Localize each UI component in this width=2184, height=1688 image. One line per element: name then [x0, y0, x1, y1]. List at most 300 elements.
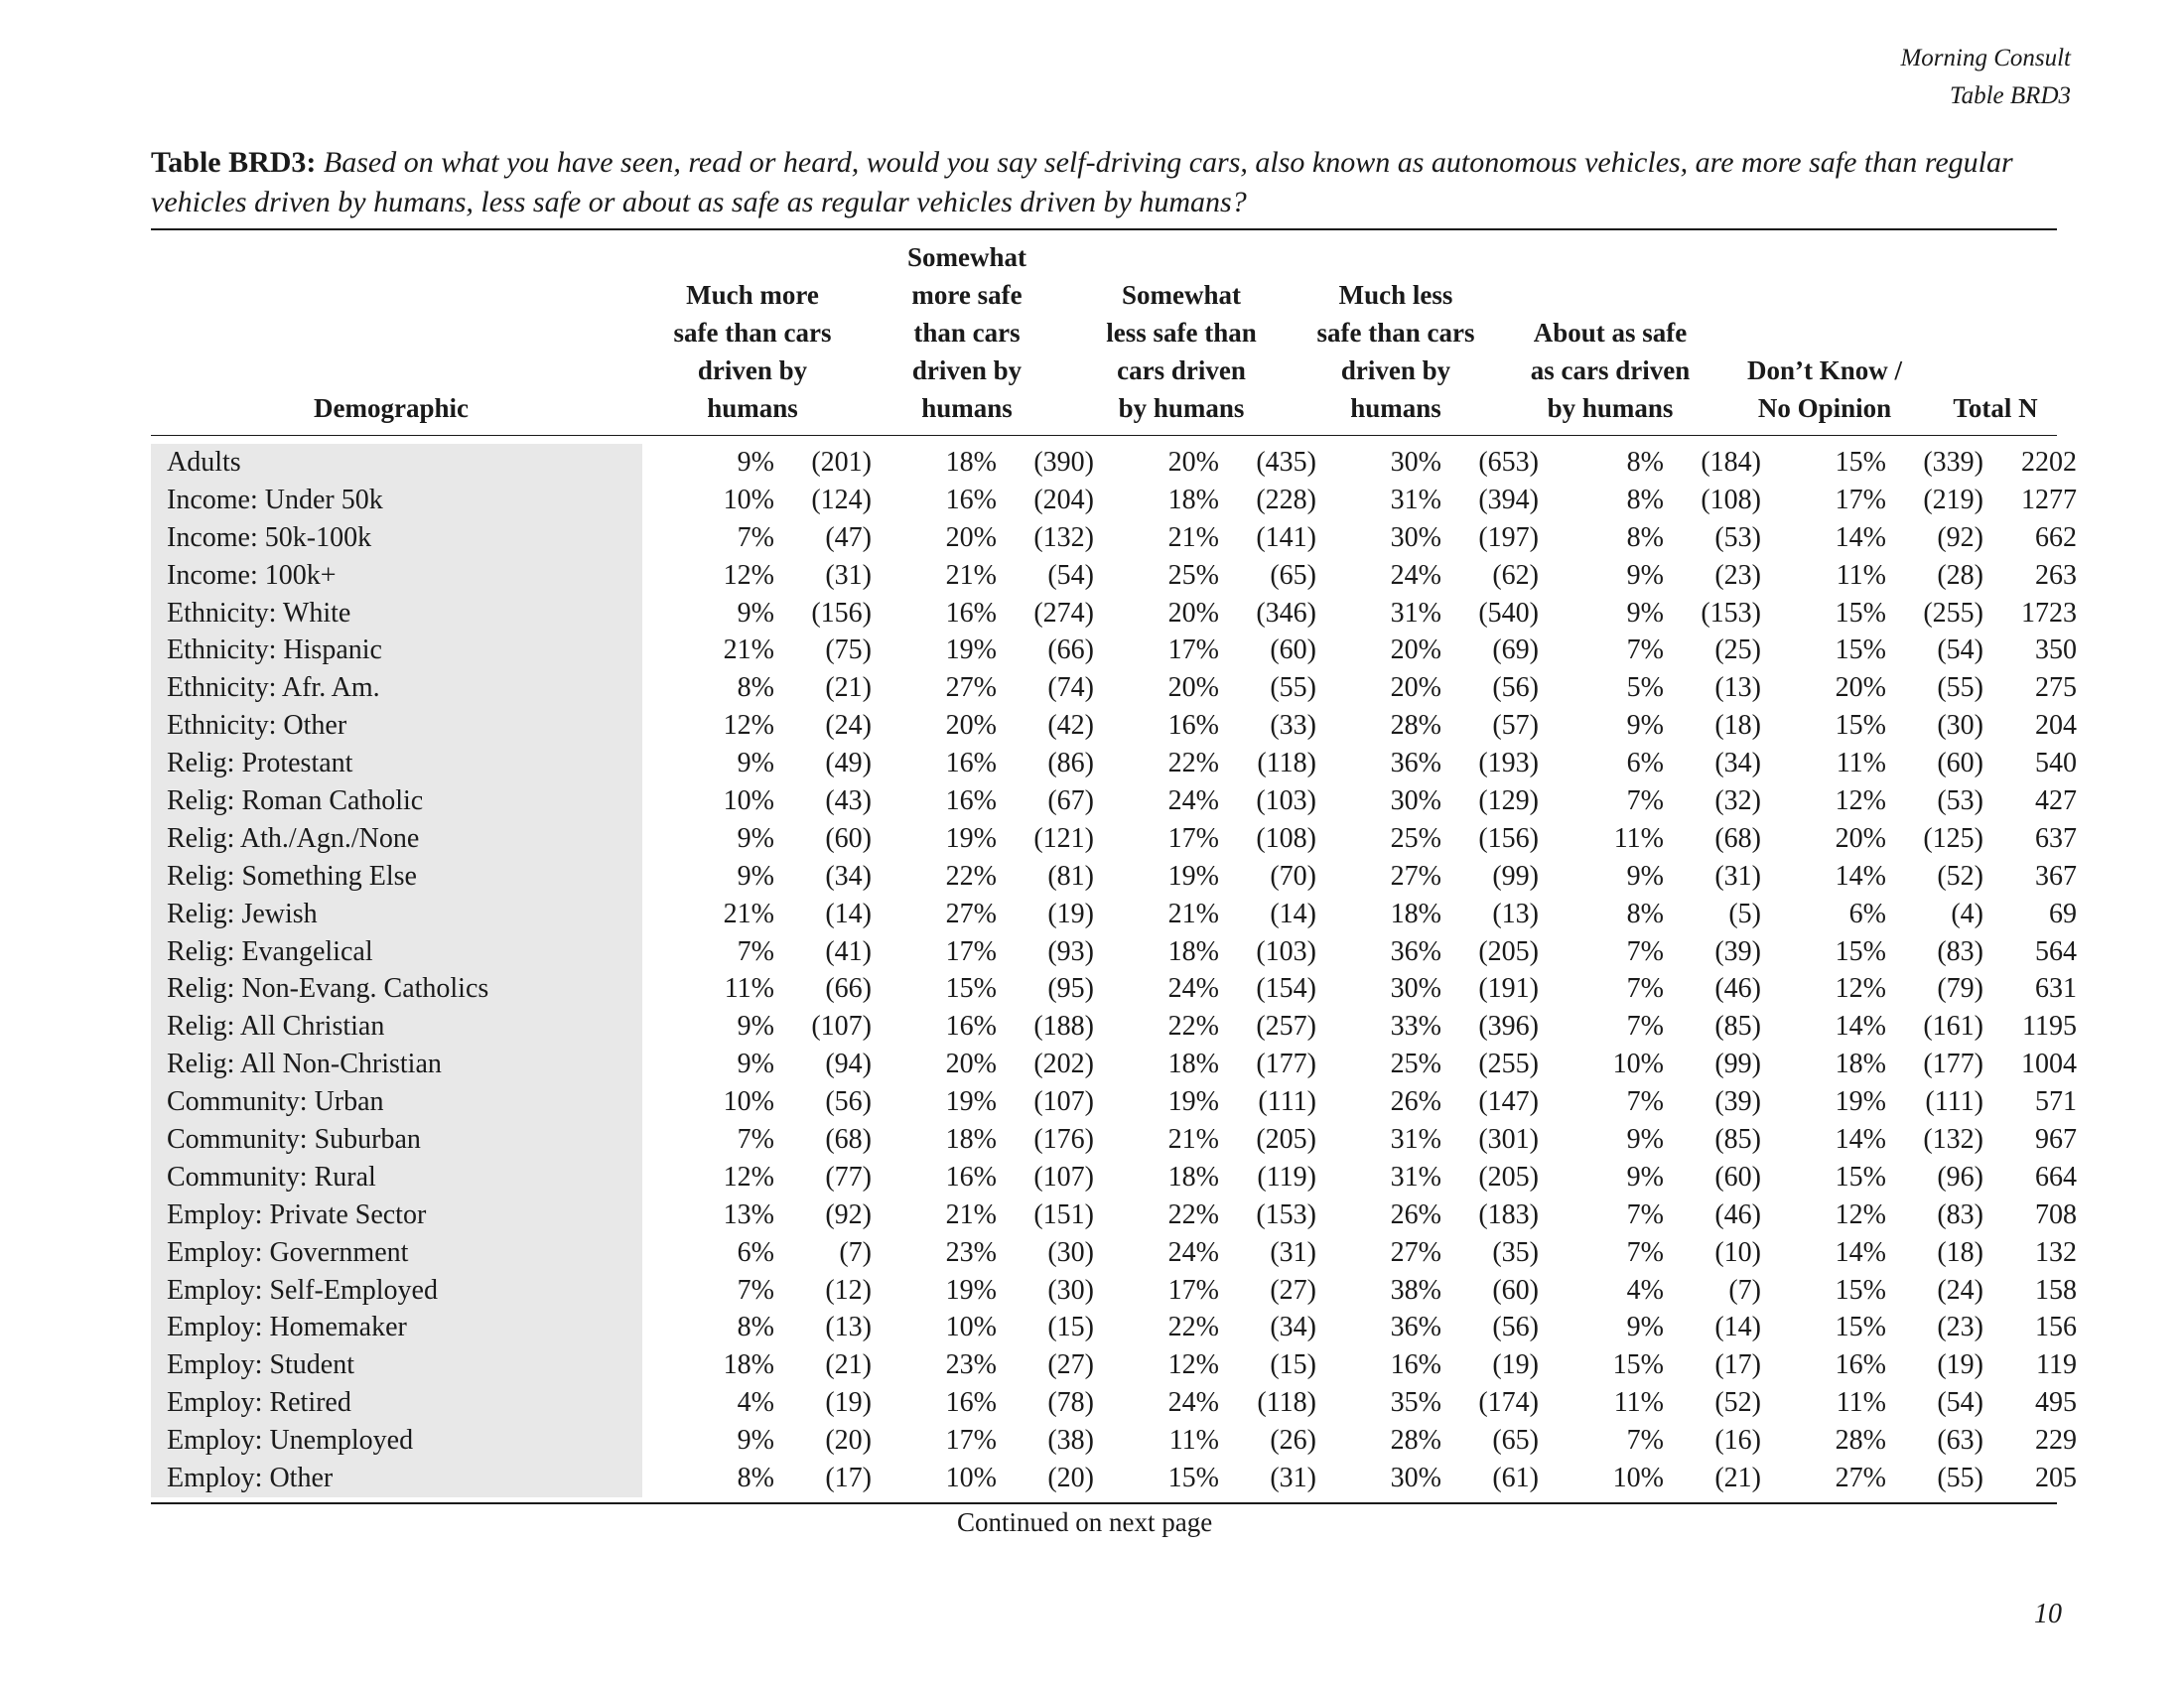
percent-cell: 5% — [1626, 672, 1664, 704]
percent-cell: 11% — [1613, 1387, 1664, 1419]
total-n-cell: 540 — [2035, 748, 2077, 779]
percent-cell: 15% — [1835, 447, 1886, 478]
count-cell: (205) — [1478, 935, 1539, 967]
table-row — [0, 933, 2184, 971]
count-cell: (14) — [825, 898, 872, 929]
percent-cell: 24% — [1167, 785, 1219, 817]
demographic-label: Employ: Government — [167, 1236, 409, 1268]
table-row — [0, 669, 2184, 707]
total-n-cell: 662 — [2035, 521, 2077, 553]
count-cell: (390) — [1033, 447, 1094, 478]
table-row — [0, 896, 2184, 933]
total-n-cell: 1723 — [2021, 597, 2077, 629]
percent-cell: 36% — [1390, 935, 1441, 967]
count-cell: (60) — [1270, 634, 1316, 666]
percent-cell: 15% — [1835, 597, 1886, 629]
demographic-label: Ethnicity: Other — [167, 710, 347, 742]
percent-cell: 30% — [1390, 521, 1441, 553]
header-line: safe than cars — [673, 318, 832, 348]
count-cell: (33) — [1270, 710, 1316, 742]
count-cell: (396) — [1478, 1011, 1539, 1043]
percent-cell: 20% — [1835, 672, 1886, 704]
total-n-cell: 1004 — [2021, 1049, 2077, 1080]
percent-cell: 30% — [1390, 447, 1441, 478]
percent-cell: 18% — [1167, 1161, 1219, 1193]
percent-cell: 27% — [1390, 1236, 1441, 1268]
count-cell: (53) — [1714, 521, 1761, 553]
percent-cell: 21% — [1167, 521, 1219, 553]
percent-cell: 8% — [1626, 898, 1664, 929]
count-cell: (42) — [1047, 710, 1094, 742]
header-line: cars driven — [1117, 355, 1246, 385]
percent-cell: 15% — [1835, 1312, 1886, 1343]
count-cell: (83) — [1937, 935, 1983, 967]
total-n-cell: 132 — [2035, 1236, 2077, 1268]
percent-cell: 15% — [1167, 1463, 1219, 1494]
table-row — [0, 1346, 2184, 1384]
percent-cell: 6% — [1626, 748, 1664, 779]
count-cell: (111) — [1258, 1086, 1316, 1118]
bottom-rule — [151, 1502, 2057, 1504]
count-cell: (108) — [1701, 484, 1761, 515]
percent-cell: 7% — [1626, 935, 1664, 967]
percent-cell: 21% — [1167, 898, 1219, 929]
count-cell: (92) — [1937, 521, 1983, 553]
percent-cell: 10% — [1612, 1463, 1664, 1494]
count-cell: (54) — [1937, 1387, 1983, 1419]
count-cell: (7) — [839, 1236, 872, 1268]
total-n-cell: 2202 — [2021, 447, 2077, 478]
count-cell: (56) — [1492, 672, 1539, 704]
percent-cell: 21% — [1167, 1124, 1219, 1156]
percent-cell: 9% — [737, 597, 774, 629]
percent-cell: 20% — [1390, 672, 1441, 704]
demographic-label: Employ: Homemaker — [167, 1312, 407, 1343]
percent-cell: 26% — [1390, 1086, 1441, 1118]
count-cell: (188) — [1033, 1011, 1094, 1043]
count-cell: (21) — [825, 672, 872, 704]
percent-cell: 24% — [1167, 1236, 1219, 1268]
percent-cell: 36% — [1390, 1312, 1441, 1343]
count-cell: (191) — [1478, 973, 1539, 1005]
percent-cell: 7% — [1626, 634, 1664, 666]
header-somewhat-less-safe — [1082, 276, 1281, 427]
total-n-cell: 1277 — [2021, 484, 2077, 515]
percent-cell: 7% — [1626, 1198, 1664, 1230]
percent-cell: 9% — [1626, 860, 1664, 892]
demographic-label: Employ: Private Sector — [167, 1198, 427, 1230]
header-demographic: Demographic — [314, 393, 469, 423]
total-n-cell: 229 — [2035, 1425, 2077, 1457]
count-cell: (13) — [1714, 672, 1761, 704]
percent-cell: 18% — [1835, 1049, 1886, 1080]
percent-cell: 7% — [1626, 1425, 1664, 1457]
count-cell: (21) — [1714, 1463, 1761, 1494]
total-n-cell: 350 — [2035, 634, 2077, 666]
count-cell: (346) — [1256, 597, 1316, 629]
percent-cell: 23% — [945, 1236, 997, 1268]
percent-cell: 15% — [1835, 710, 1886, 742]
percent-cell: 14% — [1835, 1011, 1886, 1043]
count-cell: (67) — [1047, 785, 1094, 817]
demographic-label: Employ: Student — [167, 1349, 354, 1381]
percent-cell: 28% — [1835, 1425, 1886, 1457]
count-cell: (151) — [1033, 1198, 1094, 1230]
count-cell: (12) — [825, 1274, 872, 1306]
count-cell: (108) — [1256, 822, 1316, 854]
table-row — [0, 707, 2184, 745]
table-row — [0, 482, 2184, 519]
count-cell: (118) — [1257, 1387, 1316, 1419]
percent-cell: 31% — [1390, 484, 1441, 515]
count-cell: (183) — [1478, 1198, 1539, 1230]
percent-cell: 18% — [1167, 935, 1219, 967]
percent-cell: 20% — [1167, 597, 1219, 629]
count-cell: (39) — [1714, 935, 1761, 967]
count-cell: (52) — [1714, 1387, 1761, 1419]
percent-cell: 9% — [737, 1011, 774, 1043]
count-cell: (85) — [1714, 1124, 1761, 1156]
percent-cell: 16% — [1835, 1349, 1886, 1381]
count-cell: (41) — [825, 935, 872, 967]
percent-cell: 22% — [1167, 1198, 1219, 1230]
count-cell: (70) — [1270, 860, 1316, 892]
count-cell: (66) — [1047, 634, 1094, 666]
count-cell: (57) — [1492, 710, 1539, 742]
demographic-label: Relig: Evangelical — [167, 935, 373, 967]
total-n-cell: 69 — [2049, 898, 2077, 929]
header-line: than cars — [913, 318, 1021, 348]
count-cell: (301) — [1478, 1124, 1539, 1156]
header-org: Morning Consult — [1900, 45, 2071, 71]
percent-cell: 8% — [737, 672, 774, 704]
count-cell: (99) — [1492, 860, 1539, 892]
table-row — [0, 1272, 2184, 1310]
header-line: driven by — [911, 355, 1023, 385]
table-row — [0, 1196, 2184, 1234]
percent-cell: 24% — [1390, 559, 1441, 591]
percent-cell: 9% — [1626, 710, 1664, 742]
count-cell: (78) — [1047, 1387, 1094, 1419]
percent-cell: 9% — [737, 748, 774, 779]
percent-cell: 31% — [1390, 597, 1441, 629]
total-n-cell: 275 — [2035, 672, 2077, 704]
count-cell: (95) — [1047, 973, 1094, 1005]
count-cell: (23) — [1714, 559, 1761, 591]
percent-cell: 6% — [1848, 898, 1886, 929]
count-cell: (107) — [1033, 1161, 1094, 1193]
percent-cell: 18% — [1390, 898, 1441, 929]
count-cell: (15) — [1047, 1312, 1094, 1343]
table-row — [0, 1121, 2184, 1159]
count-cell: (153) — [1701, 597, 1761, 629]
percent-cell: 12% — [1835, 973, 1886, 1005]
count-cell: (339) — [1923, 447, 1983, 478]
percent-cell: 25% — [1390, 1049, 1441, 1080]
count-cell: (55) — [1937, 672, 1983, 704]
count-cell: (17) — [1714, 1349, 1761, 1381]
percent-cell: 19% — [1167, 860, 1219, 892]
table-row — [0, 595, 2184, 633]
percent-cell: 17% — [945, 935, 997, 967]
count-cell: (13) — [825, 1312, 872, 1343]
count-cell: (103) — [1256, 935, 1316, 967]
percent-cell: 17% — [945, 1425, 997, 1457]
count-cell: (34) — [1270, 1312, 1316, 1343]
count-cell: (141) — [1256, 521, 1316, 553]
percent-cell: 30% — [1390, 973, 1441, 1005]
count-cell: (30) — [1047, 1274, 1094, 1306]
percent-cell: 27% — [1390, 860, 1441, 892]
count-cell: (94) — [825, 1049, 872, 1080]
total-n-cell: 495 — [2035, 1387, 2077, 1419]
percent-cell: 4% — [737, 1387, 774, 1419]
percent-cell: 9% — [1626, 1312, 1664, 1343]
count-cell: (79) — [1937, 973, 1983, 1005]
count-cell: (74) — [1047, 672, 1094, 704]
table-row — [0, 745, 2184, 782]
percent-cell: 9% — [737, 1425, 774, 1457]
top-rule — [151, 228, 2057, 230]
percent-cell: 8% — [1626, 521, 1664, 553]
percent-cell: 24% — [1167, 1387, 1219, 1419]
percent-cell: 22% — [1167, 748, 1219, 779]
count-cell: (53) — [1937, 785, 1983, 817]
count-cell: (49) — [825, 748, 872, 779]
header-total-n: Total N — [1953, 393, 2038, 423]
demographic-label: Income: 50k-100k — [167, 521, 372, 553]
header-about-as-safe — [1511, 314, 1709, 427]
header-much-less-safe — [1297, 276, 1495, 427]
demographic-label: Community: Urban — [167, 1086, 384, 1118]
percent-cell: 20% — [945, 1049, 997, 1080]
count-cell: (257) — [1256, 1011, 1316, 1043]
percent-cell: 15% — [945, 973, 997, 1005]
total-n-cell: 205 — [2035, 1463, 2077, 1494]
table-header — [0, 234, 2184, 433]
table-row — [0, 858, 2184, 896]
percent-cell: 7% — [737, 521, 774, 553]
count-cell: (43) — [825, 785, 872, 817]
percent-cell: 11% — [1836, 748, 1886, 779]
continued-text: Continued on next page — [957, 1507, 1213, 1537]
table-row — [0, 820, 2184, 858]
percent-cell: 18% — [1167, 1049, 1219, 1080]
table-row — [0, 1309, 2184, 1346]
percent-cell: 17% — [1167, 1274, 1219, 1306]
percent-cell: 7% — [1626, 973, 1664, 1005]
percent-cell: 12% — [723, 559, 774, 591]
count-cell: (85) — [1714, 1011, 1761, 1043]
header-line: more safe — [911, 280, 1023, 310]
count-cell: (204) — [1033, 484, 1094, 515]
count-cell: (15) — [1270, 1349, 1316, 1381]
count-cell: (132) — [1923, 1124, 1983, 1156]
count-cell: (177) — [1256, 1049, 1316, 1080]
count-cell: (68) — [1714, 822, 1761, 854]
percent-cell: 7% — [1626, 1086, 1664, 1118]
count-cell: (24) — [1937, 1274, 1983, 1306]
demographic-label: Relig: Roman Catholic — [167, 785, 424, 817]
percent-cell: 18% — [945, 447, 997, 478]
demographic-label: Income: Under 50k — [167, 484, 383, 515]
percent-cell: 14% — [1835, 1236, 1886, 1268]
percent-cell: 16% — [945, 1161, 997, 1193]
count-cell: (118) — [1257, 748, 1316, 779]
count-cell: (38) — [1047, 1425, 1094, 1457]
percent-cell: 16% — [945, 1387, 997, 1419]
percent-cell: 31% — [1390, 1124, 1441, 1156]
count-cell: (111) — [1925, 1086, 1983, 1118]
total-n-cell: 637 — [2035, 822, 2077, 854]
count-cell: (81) — [1047, 860, 1094, 892]
demographic-label: Employ: Other — [167, 1463, 334, 1494]
header-table-id: Table BRD3 — [1950, 82, 2071, 109]
count-cell: (7) — [1728, 1274, 1761, 1306]
total-n-cell: 158 — [2035, 1274, 2077, 1306]
total-n-cell: 664 — [2035, 1161, 2077, 1193]
count-cell: (55) — [1937, 1463, 1983, 1494]
percent-cell: 11% — [1836, 1387, 1886, 1419]
table-row — [0, 1460, 2184, 1497]
demographic-label: Relig: Non-Evang. Catholics — [167, 973, 489, 1005]
count-cell: (255) — [1478, 1049, 1539, 1080]
header-line: Somewhat — [1122, 280, 1241, 310]
table-row — [0, 1083, 2184, 1121]
demographic-label: Community: Suburban — [167, 1124, 421, 1156]
table-row — [0, 782, 2184, 820]
title-question: Based on what you have seen, read or heard, would you say self-driving cars, also known as autonomous vehicles, are more safe than regular vehicles driven by humans, less safe or about as safe as regular vehicles driven by humans? — [151, 146, 2013, 218]
percent-cell: 8% — [737, 1312, 774, 1343]
count-cell: (4) — [1951, 898, 1983, 929]
percent-cell: 15% — [1612, 1349, 1664, 1381]
count-cell: (99) — [1714, 1049, 1761, 1080]
percent-cell: 15% — [1835, 634, 1886, 666]
count-cell: (25) — [1714, 634, 1761, 666]
count-cell: (174) — [1478, 1387, 1539, 1419]
percent-cell: 11% — [1836, 559, 1886, 591]
header-line: less safe than — [1106, 318, 1257, 348]
count-cell: (83) — [1937, 1198, 1983, 1230]
percent-cell: 14% — [1835, 1124, 1886, 1156]
count-cell: (66) — [825, 973, 872, 1005]
count-cell: (69) — [1492, 634, 1539, 666]
table-title — [151, 143, 2057, 222]
total-n-cell: 708 — [2035, 1198, 2077, 1230]
percent-cell: 10% — [723, 785, 774, 817]
count-cell: (55) — [1270, 672, 1316, 704]
count-cell: (21) — [825, 1349, 872, 1381]
count-cell: (27) — [1047, 1349, 1094, 1381]
percent-cell: 17% — [1167, 822, 1219, 854]
total-n-cell: 631 — [2035, 973, 2077, 1005]
percent-cell: 19% — [945, 634, 997, 666]
total-n-cell: 1195 — [2022, 1011, 2077, 1043]
percent-cell: 30% — [1390, 1463, 1441, 1494]
percent-cell: 20% — [945, 710, 997, 742]
count-cell: (31) — [1714, 860, 1761, 892]
percent-cell: 28% — [1390, 710, 1441, 742]
title-label: Table BRD3: — [151, 146, 317, 179]
count-cell: (255) — [1923, 597, 1983, 629]
percent-cell: 16% — [945, 748, 997, 779]
percent-cell: 10% — [723, 1086, 774, 1118]
count-cell: (24) — [825, 710, 872, 742]
count-cell: (75) — [825, 634, 872, 666]
percent-cell: 9% — [737, 860, 774, 892]
percent-cell: 14% — [1835, 521, 1886, 553]
count-cell: (31) — [825, 559, 872, 591]
count-cell: (197) — [1478, 521, 1539, 553]
percent-cell: 20% — [945, 521, 997, 553]
header-much-more-safe — [653, 276, 852, 427]
count-cell: (540) — [1478, 597, 1539, 629]
percent-cell: 20% — [1390, 634, 1441, 666]
percent-cell: 8% — [1626, 484, 1664, 515]
percent-cell: 19% — [945, 822, 997, 854]
percent-cell: 7% — [1626, 785, 1664, 817]
count-cell: (65) — [1270, 559, 1316, 591]
percent-cell: 19% — [1167, 1086, 1219, 1118]
percent-cell: 25% — [1167, 559, 1219, 591]
count-cell: (205) — [1256, 1124, 1316, 1156]
percent-cell: 16% — [945, 785, 997, 817]
count-cell: (63) — [1937, 1425, 1983, 1457]
total-n-cell: 571 — [2035, 1086, 2077, 1118]
percent-cell: 15% — [1835, 935, 1886, 967]
percent-cell: 21% — [723, 898, 774, 929]
percent-cell: 7% — [737, 1274, 774, 1306]
count-cell: (34) — [825, 860, 872, 892]
count-cell: (20) — [1047, 1463, 1094, 1494]
percent-cell: 10% — [945, 1463, 997, 1494]
percent-cell: 9% — [1626, 1124, 1664, 1156]
count-cell: (121) — [1033, 822, 1094, 854]
percent-cell: 16% — [945, 484, 997, 515]
count-cell: (27) — [1270, 1274, 1316, 1306]
total-n-cell: 119 — [2036, 1349, 2077, 1381]
count-cell: (653) — [1478, 447, 1539, 478]
total-n-cell: 263 — [2035, 559, 2077, 591]
count-cell: (60) — [1937, 748, 1983, 779]
count-cell: (394) — [1478, 484, 1539, 515]
count-cell: (161) — [1923, 1011, 1983, 1043]
count-cell: (31) — [1270, 1463, 1316, 1494]
percent-cell: 8% — [737, 1463, 774, 1494]
count-cell: (31) — [1270, 1236, 1316, 1268]
table-row — [0, 1234, 2184, 1272]
count-cell: (28) — [1937, 559, 1983, 591]
header-line: driven by — [697, 355, 808, 385]
count-cell: (19) — [1047, 898, 1094, 929]
count-cell: (60) — [1492, 1274, 1539, 1306]
percent-cell: 18% — [723, 1349, 774, 1381]
count-cell: (435) — [1256, 447, 1316, 478]
count-cell: (20) — [825, 1425, 872, 1457]
count-cell: (93) — [1047, 935, 1094, 967]
header-line: No Opinion — [1757, 393, 1892, 423]
percent-cell: 36% — [1390, 748, 1441, 779]
percent-cell: 30% — [1390, 785, 1441, 817]
demographic-label: Relig: Jewish — [167, 898, 318, 929]
header-line: Don’t Know / — [1746, 355, 1902, 385]
percent-cell: 25% — [1390, 822, 1441, 854]
percent-cell: 17% — [1835, 484, 1886, 515]
total-n-cell: 564 — [2035, 935, 2077, 967]
demographic-label: Relig: Ath./Agn./None — [167, 822, 420, 854]
table-row — [0, 970, 2184, 1008]
count-cell: (274) — [1033, 597, 1094, 629]
